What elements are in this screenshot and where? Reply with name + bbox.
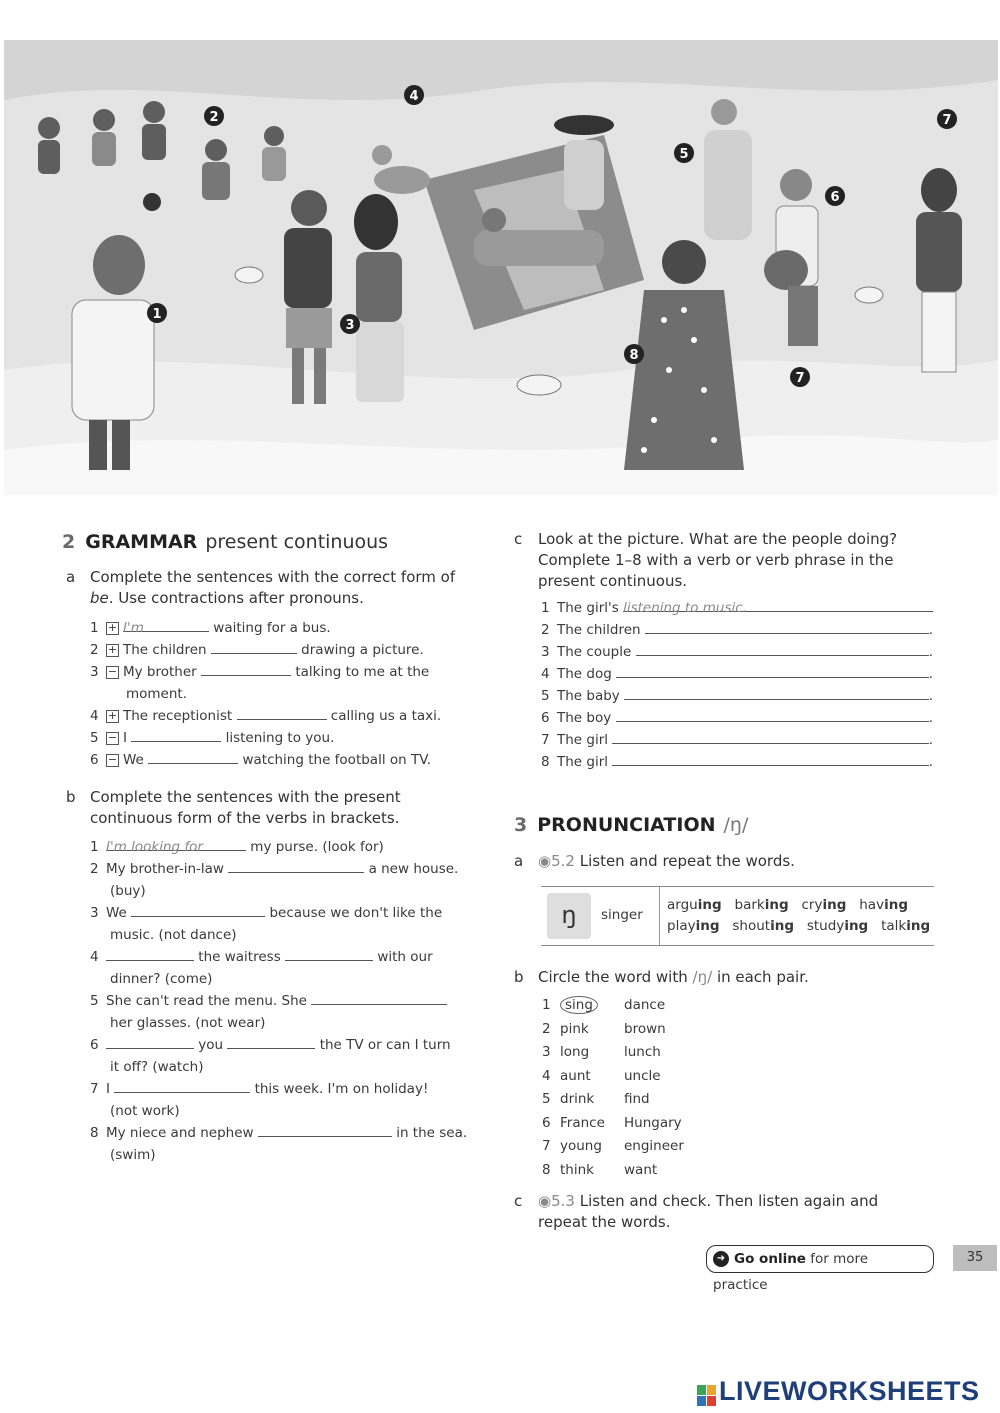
answer-blank[interactable]: listening to music.: [623, 597, 933, 612]
callout-6: 6: [830, 190, 840, 205]
pron-word-table: [541, 886, 934, 946]
callout-2: 2: [209, 110, 219, 125]
word-option[interactable]: aunt: [560, 1067, 591, 1084]
answer-blank[interactable]: [106, 946, 194, 961]
answer-blank[interactable]: [311, 990, 447, 1005]
item-continuation: (buy): [110, 883, 146, 899]
answer-blank[interactable]: [106, 1034, 194, 1049]
list-item: 2 + The children drawing a picture.: [90, 639, 490, 661]
item-continuation: dinner? (come): [110, 971, 213, 987]
grammar-b-list: [90, 836, 490, 1166]
answer-blank[interactable]: [131, 727, 221, 742]
answer-blank[interactable]: [636, 641, 929, 656]
list-item: 1 I'm looking for my purse. (look for): [90, 836, 490, 858]
list-item: 8 The girl .: [541, 751, 933, 773]
callout-1: 1: [152, 307, 162, 322]
singer-icon: ŋ: [547, 893, 591, 939]
callout-4: 4: [409, 89, 419, 104]
item-continuation: moment.: [126, 686, 188, 702]
answer-blank[interactable]: I'm looking for: [106, 836, 246, 851]
item-continuation: music. (not dance): [110, 927, 237, 943]
list-item: 5 drink find: [542, 1088, 742, 1112]
list-item: 1 + I'm waiting for a bus.: [90, 617, 490, 639]
word: arguing: [667, 897, 722, 913]
list-item: 5 She can't read the menu. She: [90, 990, 490, 1012]
answer-blank[interactable]: [258, 1122, 392, 1137]
word-option[interactable]: want: [624, 1161, 658, 1178]
key-word: singer: [601, 907, 643, 923]
pronunciation-heading: 3 PRONUNCIATION /ŋ/: [514, 814, 749, 836]
answer-blank[interactable]: [616, 707, 929, 722]
list-item: 6 The boy .: [541, 707, 933, 729]
online-icon: ➜: [713, 1251, 729, 1267]
list-item: 5 − I listening to you.: [90, 727, 490, 749]
list-item: 6 you the TV or can I turn: [90, 1034, 490, 1056]
word-option[interactable]: pink: [560, 1020, 589, 1037]
word-option[interactable]: young: [560, 1138, 602, 1154]
answer-blank[interactable]: [237, 705, 327, 720]
divider: [659, 887, 660, 945]
list-item: 4 + The receptionist calling us a taxi.: [90, 705, 490, 727]
list-item: 3 − My brother talking to me at the: [90, 661, 490, 683]
pron-b-instructions: b Circle the word with /ŋ/ in each pair.: [514, 968, 809, 986]
logo-icon: [697, 1385, 717, 1407]
word-option[interactable]: Hungary: [624, 1114, 682, 1131]
answer-blank[interactable]: I'm: [123, 617, 209, 632]
word: barking: [734, 897, 789, 913]
list-item: 1 sing dance: [542, 994, 742, 1018]
list-item: 3 We because we don't like the: [90, 902, 490, 924]
answer-blank[interactable]: [228, 858, 364, 873]
go-online-button[interactable]: ➜ Go online for more practice: [706, 1245, 934, 1273]
answer-blank[interactable]: [131, 902, 265, 917]
page-number: 35: [953, 1245, 997, 1271]
item-continuation: (not work): [110, 1103, 180, 1119]
answer-blank[interactable]: [616, 663, 929, 678]
word: talking: [881, 918, 931, 934]
circled-answer: sing: [560, 996, 598, 1014]
answer-blank[interactable]: [201, 661, 291, 676]
list-item: 3 The couple .: [541, 641, 933, 663]
item-continuation: (swim): [110, 1147, 156, 1163]
word-option[interactable]: drink: [560, 1091, 595, 1107]
c-list: [541, 597, 933, 773]
word-option[interactable]: dance: [624, 997, 666, 1013]
pron-c-instructions: c ◉5.3 Listen and check. Then listen again and repeat the words.: [514, 1192, 879, 1231]
callout-8: 8: [629, 348, 639, 363]
item-continuation: her glasses. (not wear): [110, 1015, 266, 1031]
answer-blank[interactable]: [612, 729, 928, 744]
word: having: [859, 897, 908, 913]
answer-blank[interactable]: [645, 619, 929, 634]
list-item: 7 The girl .: [541, 729, 933, 751]
answer-blank[interactable]: [148, 749, 238, 764]
list-item: 4 aunt uncle: [542, 1065, 742, 1089]
callout-7b: 7: [795, 371, 805, 386]
word-rows: [667, 895, 930, 937]
word: studying: [806, 918, 869, 934]
list-item: 4 the waitress with our: [90, 946, 490, 968]
list-item: 6 − We watching the football on TV.: [90, 749, 490, 771]
grammar-heading: 2 GRAMMAR present continuous: [62, 531, 389, 553]
answer-blank[interactable]: [612, 751, 928, 766]
word-option[interactable]: uncle: [624, 1067, 661, 1084]
list-item: 8 My niece and nephew in the sea.: [90, 1122, 490, 1144]
list-item: 5 The baby .: [541, 685, 933, 707]
list-item: 7 I this week. I'm on holiday!: [90, 1078, 490, 1100]
list-item: 2 pink brown: [542, 1018, 742, 1042]
word-option[interactable]: [560, 994, 624, 1018]
grammar-a-list: [90, 617, 490, 771]
item-continuation: it off? (watch): [110, 1059, 204, 1075]
pron-a-instructions: a ◉5.2 Listen and repeat the words.: [514, 852, 795, 870]
word-option[interactable]: think: [560, 1161, 594, 1178]
answer-blank[interactable]: [114, 1078, 250, 1093]
list-item: 7 young engineer: [542, 1135, 742, 1159]
grammar-a-instructions: a Complete the sentences with the correct form of be. Use contractions after pronouns.: [66, 568, 456, 607]
callout-5: 5: [679, 147, 689, 162]
answer-blank[interactable]: [285, 946, 373, 961]
beach-illustration: [4, 40, 998, 495]
word-option[interactable]: find: [624, 1091, 650, 1107]
list-item: 3 long lunch: [542, 1041, 742, 1065]
word-option[interactable]: engineer: [624, 1138, 684, 1154]
word: crying: [801, 897, 847, 913]
list-item: 1 The girl's listening to music.: [541, 597, 933, 619]
list-item: 8 think want: [542, 1159, 742, 1183]
list-item: 2 My brother-in-law a new house.: [90, 858, 490, 880]
audio-icon[interactable]: ◉: [538, 852, 552, 870]
list-item: 6 France Hungary: [542, 1112, 742, 1136]
word-option[interactable]: lunch: [624, 1044, 661, 1060]
grammar-b-instructions: b Complete the sentences with the present continuous form of the verbs in brackets.: [66, 788, 401, 827]
c-instructions: c Look at the picture. What are the people doing? Complete 1–8 with a verb or verb phrase in the present continuous.: [514, 530, 898, 590]
word: playing: [667, 918, 720, 934]
word: shouting: [732, 918, 794, 934]
pron-b-pairs: [542, 994, 742, 1182]
audio-icon[interactable]: ◉: [538, 1192, 552, 1210]
list-item: 2 The children .: [541, 619, 933, 641]
answer-blank[interactable]: [227, 1034, 315, 1049]
answer-blank[interactable]: [624, 685, 929, 700]
word-option[interactable]: long: [560, 1044, 590, 1060]
callout-3: 3: [345, 318, 355, 333]
answer-blank[interactable]: [211, 639, 297, 654]
callout-7a: 7: [942, 113, 952, 128]
word-option[interactable]: France: [560, 1114, 605, 1131]
word-option[interactable]: brown: [624, 1020, 666, 1037]
liveworksheets-logo: LIVEWORKSHEETS: [697, 1376, 980, 1408]
list-item: 4 The dog .: [541, 663, 933, 685]
